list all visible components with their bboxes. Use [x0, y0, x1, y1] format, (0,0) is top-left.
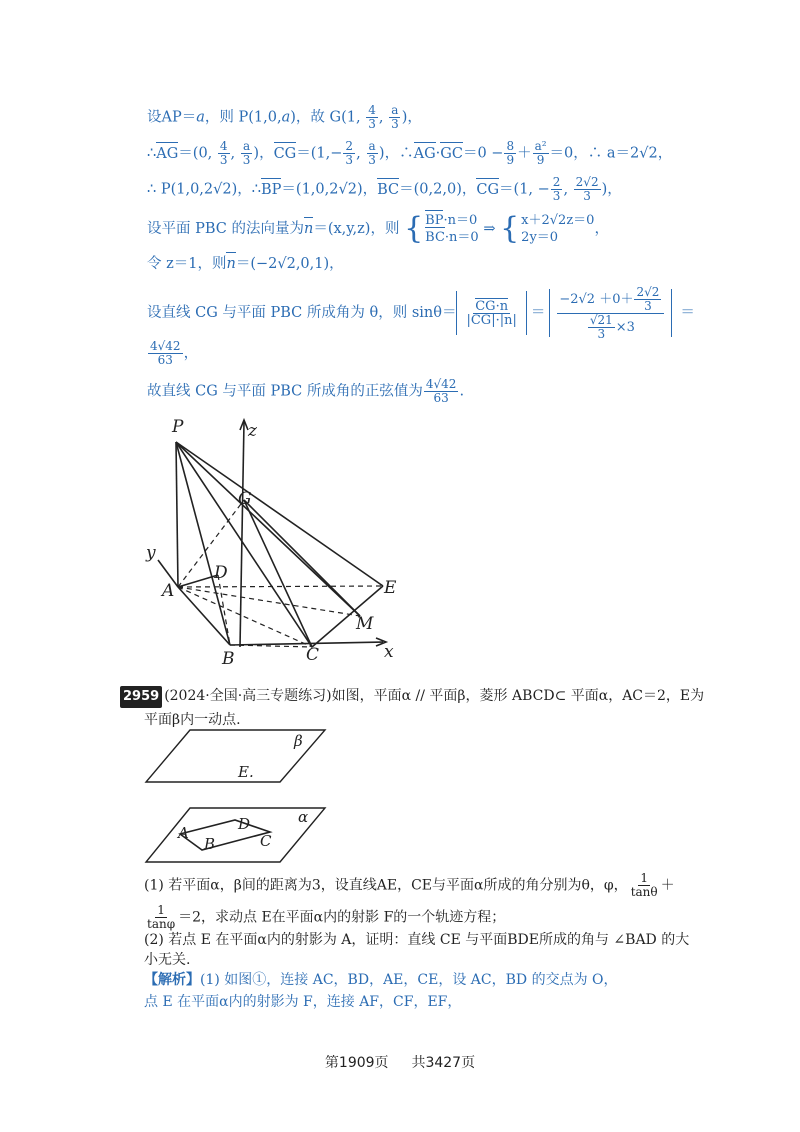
solution-line-6 — [147, 284, 695, 341]
text: ＝(−2√2,0,1)， — [235, 256, 344, 272]
equation-system: { BP·n＝0 BC·n＝0 — [404, 211, 479, 246]
label-E-point: E. — [238, 763, 254, 781]
fraction: $\frac{1}{\tan\theta}$ — [630, 871, 658, 899]
vector: n — [226, 256, 236, 272]
label-A: A — [178, 824, 189, 842]
label-D: D — [238, 815, 251, 833]
question-text: (1) 若平面α，β间的距离为3，设直线AE，CE与平面α所成的角分别为θ，φ， — [144, 877, 628, 894]
problem-number: 2959 — [120, 686, 162, 708]
fraction: $\frac{2}{3}$ — [345, 139, 354, 167]
fraction: $\frac{4}{3}$ — [219, 139, 228, 167]
question-1-line-1 — [144, 872, 675, 899]
label-alpha: α — [298, 808, 309, 826]
text: ∴ P(1,0,2√2)，∴ — [147, 181, 261, 198]
problem-text: (2024·全国·高三专题练习)如图，平面α // 平面β，菱形 ABCD⊂ 平面α，AC＝2，E为 — [164, 688, 705, 704]
text: 故直线 CG 与平面 PBC 所成角的正弦值为 — [147, 383, 423, 400]
analysis-text: (1) 如图①，连接 AC，BD，AE，CE，设 AC，BD 的交点为 O， — [200, 972, 618, 988]
geometry-figure-pyramid — [138, 412, 408, 674]
label-M: M — [356, 614, 374, 634]
problem-line-1 — [120, 686, 704, 708]
abs-value: $\frac{CG\cdot n}{|CG|\cdot|n|}$ — [456, 291, 526, 335]
fraction: $\frac{\text{a²}}{9}$ — [534, 139, 547, 167]
label-G: G — [238, 489, 252, 509]
text: ＝(1,− — [296, 145, 343, 162]
label-x: x — [384, 642, 394, 662]
solution-line-2: ∴AG＝(0, $\frac{4}{3}$ , $\frac{a}{3}$ )，CG＝(1,− $\frac{2}{3}$ , $\frac{a}{3}$ )，∴AG·GC＝0 − $\frac{8}{9}$ ＋ $\frac{\text{a²}}{9}$ ＝0，∴ a＝2√2， — [147, 139, 673, 167]
solution-line-1: 设AP＝a，则 P(1,0,a)，故 G(1, $\frac{4}{3}$ , $\frac{a}{3}$ )， — [147, 103, 422, 131]
total-pages: 共3427页 — [411, 1055, 476, 1071]
fraction: $\frac{4√42}{63}$ — [150, 339, 181, 367]
vector: BC — [377, 181, 400, 198]
analysis-line-1 — [144, 970, 618, 990]
problem-text: 平面β内一动点. — [144, 712, 241, 728]
question-text: 小无关. — [144, 952, 191, 968]
text: ＝(0, — [178, 145, 213, 162]
label-A: A — [162, 581, 175, 601]
label-D: D — [214, 563, 228, 583]
text: ＝ — [530, 305, 546, 321]
fraction: $\frac{a}{3}$ — [368, 139, 376, 167]
text: ， — [183, 345, 199, 362]
fraction: $\frac{1}{\tan\varphi}$ — [147, 903, 176, 931]
question-2-line-2 — [144, 950, 190, 970]
label-P: P — [172, 417, 184, 437]
text: 设AP＝ — [147, 109, 197, 126]
fraction: $\frac{4√42}{63}$ — [425, 377, 457, 405]
fraction: $\frac{2}{3}$ — [552, 175, 561, 203]
analysis-text: 点 E 在平面α内的射影为 F，连接 AF，CF，EF， — [144, 994, 462, 1010]
question-text: (2) 若点 E 在平面α内的射影为 A，证明：直线 CE 与平面BDE所成的角与 ∠BAD 的大 — [144, 932, 690, 948]
solution-line-4 — [147, 212, 609, 246]
solution-line-7 — [147, 340, 198, 367]
vector: CG — [273, 145, 297, 162]
analysis-line-2 — [144, 992, 461, 1012]
page-number: 第1909页 — [324, 1055, 389, 1071]
label-y: y — [146, 543, 156, 563]
analysis-label: 【解析】 — [144, 972, 200, 988]
vector: BP — [261, 181, 282, 198]
vector: AG — [156, 145, 179, 162]
text: ， — [594, 221, 609, 237]
text: ＝(1, − — [499, 181, 550, 198]
text: )，故 G(1, — [290, 109, 361, 126]
label-C: C — [260, 832, 272, 850]
text: ⇒ — [483, 221, 496, 237]
text: 设平面 PBC 的法向量为 — [147, 221, 304, 237]
text: a — [196, 109, 205, 126]
text: ＝(1,0,2√2)， — [281, 181, 378, 198]
label-beta: β — [294, 732, 303, 750]
text: 令 z＝1，则 — [147, 256, 227, 272]
fraction: $\frac{a}{3}$ — [242, 139, 251, 167]
vector: CG — [476, 181, 500, 198]
text: ∴ — [399, 145, 414, 162]
question-text: ＝2，求动点 E在平面α内的射影 F的一个轨迹方程； — [178, 909, 506, 926]
solution-line-8 — [147, 378, 464, 405]
vector: n — [304, 221, 314, 237]
abs-value: −2√2 ＋0＋ $\frac{2√2}{3}$ $\frac{√21}{3}$ ×3 — [549, 289, 672, 337]
question-2-line-1 — [144, 930, 689, 950]
text: ，则 P(1,0, — [204, 109, 282, 126]
text: ＝(x,y,z)，则 — [313, 221, 400, 237]
label-z: z — [248, 421, 257, 441]
text: ＋ — [660, 877, 675, 894]
text: ＝(0,2,0)， — [399, 181, 477, 198]
text: ＝0 − — [462, 145, 504, 162]
fraction: $\frac{4}{3}$ — [368, 103, 376, 131]
equation-system: { x＋2√2z＝0 2y＝0 — [500, 211, 595, 246]
text: ∴ — [147, 145, 157, 162]
text: ＝0，∴ a＝2√2， — [549, 145, 673, 162]
fraction: $\frac{2√2}{3}$ — [575, 175, 599, 203]
solution-line-3: ∴ P(1,0,2√2)，∴BP＝(1,0,2√2)，BC＝(0,2,0)，CG＝(1, − $\frac{2}{3}$ , $\frac{2√2}{3}$ )， — [147, 175, 622, 203]
geometry-figure-planes — [140, 722, 340, 870]
fraction: $\frac{a}{3}$ — [391, 103, 399, 131]
text: . — [459, 383, 465, 400]
fraction: $\frac{8}{9}$ — [506, 139, 515, 167]
text: 设直线 CG 与平面 PBC 所成角为 θ，则 sinθ＝ — [147, 305, 457, 321]
label-B: B — [222, 649, 235, 669]
label-B: B — [204, 835, 216, 853]
page-footer — [0, 1052, 800, 1072]
label-C: C — [306, 645, 320, 665]
label-E: E — [384, 578, 397, 598]
question-1-line-2 — [144, 904, 505, 931]
solution-line-5 — [147, 254, 344, 274]
text: ＝ — [680, 305, 695, 321]
